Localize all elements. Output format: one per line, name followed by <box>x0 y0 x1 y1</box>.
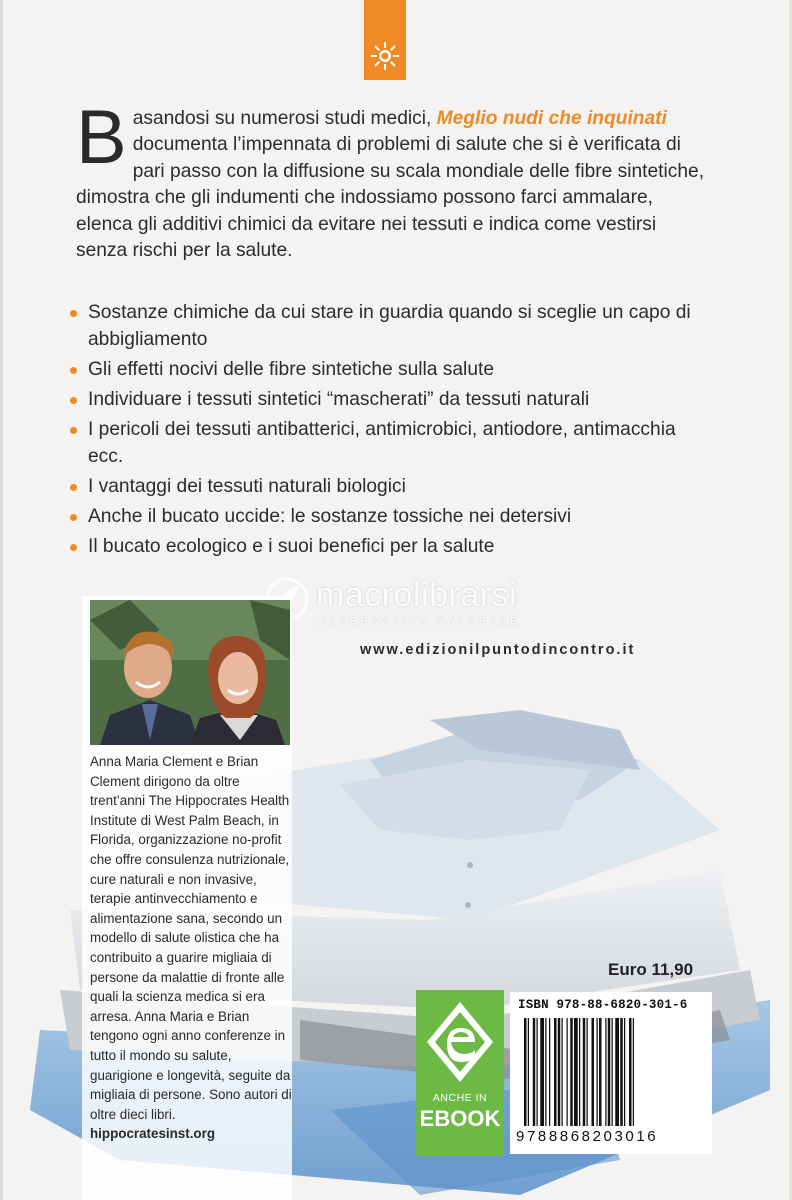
bullet-dot-icon <box>70 484 77 491</box>
bullet-item <box>70 386 710 413</box>
publisher-website: www.edizionilpuntodincontro.it <box>360 642 636 658</box>
barcode-bars-icon <box>524 1018 700 1126</box>
intro-paragraph <box>76 95 712 264</box>
bullet-text: I pericoli dei tessuti antibatterici, antimicrobici, antiodore, antimacchia ecc. <box>88 419 676 467</box>
bullet-text: Anche il bucato uccide: le sostanze tossiche nei detersivi <box>88 506 572 527</box>
bullet-dot-icon <box>70 544 77 551</box>
macrolibrarsi-watermark <box>262 570 562 630</box>
author-website: hippocratesinst.org <box>90 1126 215 1142</box>
ebook-badge <box>416 990 504 1156</box>
ebook-label-small: ANCHE IN <box>432 1092 488 1104</box>
bullet-text: Gli effetti nocivi delle fibre sintetiche sulla salute <box>88 359 494 380</box>
author-photo <box>90 600 290 745</box>
bullet-dot-icon <box>70 427 77 434</box>
bullet-dot-icon <box>70 514 77 521</box>
watermark-name: macrolibrarsi <box>316 576 518 614</box>
sun-logo-icon <box>369 40 401 72</box>
dropcap: B <box>76 95 127 180</box>
watermark-tagline: ALTERNATIVA NATURALE <box>320 616 521 627</box>
authors-portrait-icon <box>90 600 290 745</box>
bullet-dot-icon <box>70 397 77 404</box>
price: Euro 11,90 <box>608 960 694 979</box>
intro-text-start: asandosi su numerosi studi medici, <box>132 108 437 129</box>
barcode-digits: 9788868203016 <box>516 1128 659 1145</box>
bullet-text: Il bucato ecologico e i suoi benefici per la salute <box>88 536 495 557</box>
intro-text-end: documenta l’impennata di problemi di salute che si è verificata di pari passo con la diffusione su scala mondiale delle fibre sintetiche, dimostra che gli indumenti che indossiamo possono farci ammalare, elenca gli additivi chimici da evitare nei tessuti e indica come vestirsi senza rischi per la salute. <box>76 134 705 262</box>
bullet-item <box>70 473 710 500</box>
bullet-dot-icon <box>70 367 77 374</box>
isbn-barcode <box>510 992 712 1154</box>
bullet-dot-icon <box>70 310 77 317</box>
feature-bullets <box>70 299 710 563</box>
bullet-item <box>70 416 710 470</box>
bullet-item <box>70 503 710 530</box>
bullet-item <box>70 533 710 560</box>
ebook-e-logo-icon <box>425 1000 495 1084</box>
bullet-text: Sostanze chimiche da cui stare in guardia quando si sceglie un capo di abbigliamento <box>88 302 691 350</box>
author-bio <box>90 752 296 1144</box>
book-title: Meglio nudi che inquinati <box>436 108 667 129</box>
bullet-text: I vantaggi dei tessuti naturali biologici <box>88 476 406 497</box>
ebook-label-big: EBOOK <box>419 1106 501 1131</box>
publisher-tab <box>364 0 406 80</box>
isbn-label: ISBN 978-88-6820-301-6 <box>518 998 688 1012</box>
author-bio-text: Anna Maria Clement e Brian Clement dirigono da oltre trent’anni The Hippocrates Health Institute di West Palm Beach, in Florida, organizzazione no-profit che offre consulenza nutrizionale, cure naturali e non invasive, terapie antinvecchiamento e alimentazione sana, secondo un modello di salute olistica che ha contribuito a guarire migliaia di persone da malattie di fronte alle quali la scienza medica si era arresa. Anna Maria e Brian tengono ogni anno conferenze in tutto il mondo su salute, guarigione e longevità, seguite da migliaia di persone. Sono autori di oltre dieci libri. <box>90 754 292 1122</box>
bullet-text: Individuare i tessuti sintetici “mascherati” da tessuti naturali <box>88 389 590 410</box>
bullet-item <box>70 299 710 353</box>
bullet-item <box>70 356 710 383</box>
